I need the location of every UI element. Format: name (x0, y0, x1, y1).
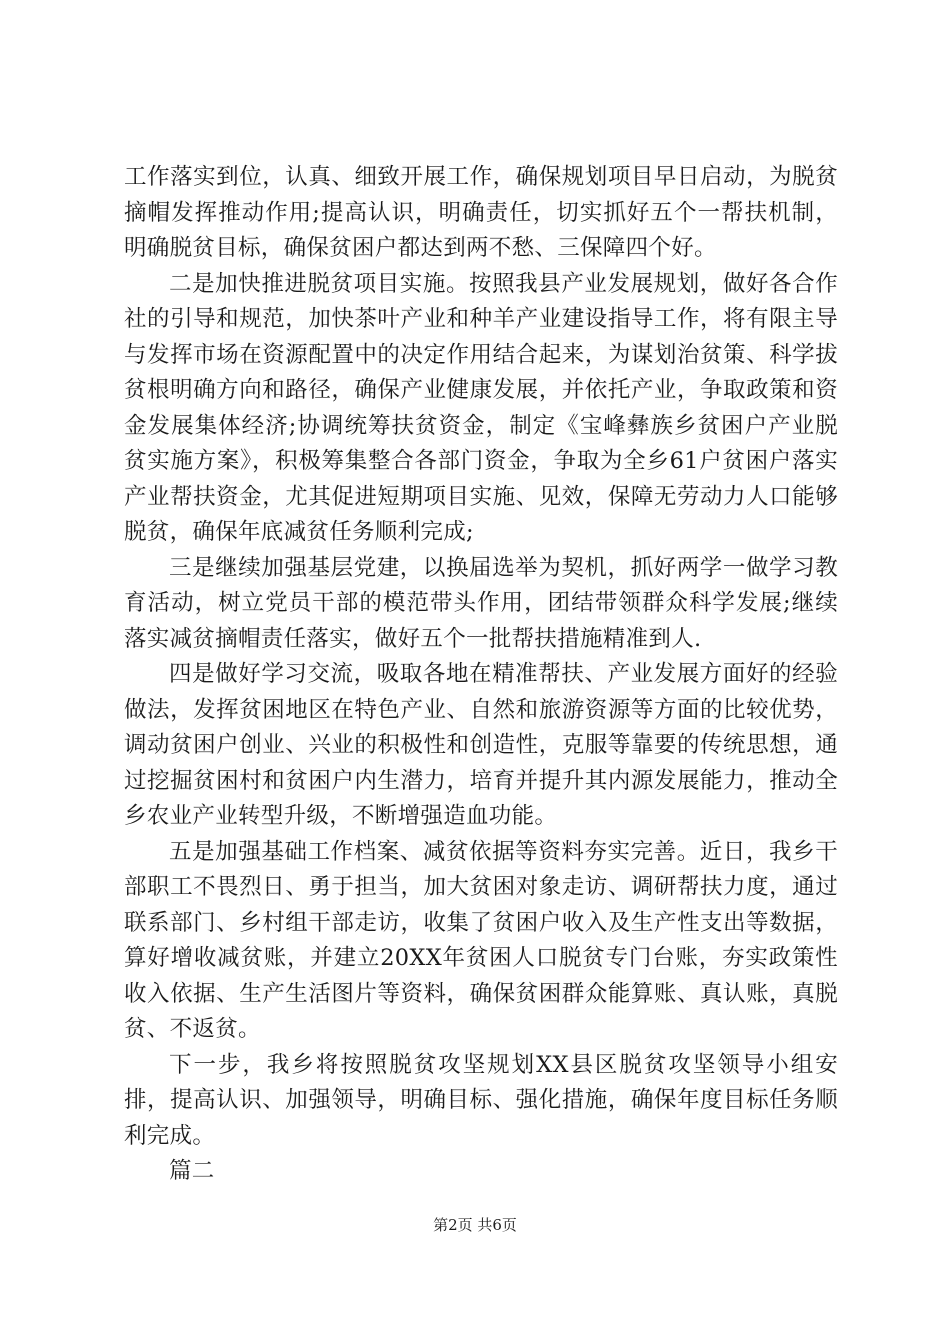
section-heading: 篇二 (169, 1158, 215, 1184)
paragraph: 四是做好学习交流，吸取各地在精准帮扶、产业发展方面好的经验做法，发挥贫困地区在特色产业、自然和旅游资源等方面的比较优势，调动贫困户创业、兴业的积极性和创造性，克服等靠要的传统思想，通过挖掘贫困村和贫困户内生潜力，培育并提升其内源发展能力，推动全乡农业产业转型升级，不断增强造血功能。 (124, 661, 838, 829)
paragraph: 三是继续加强基层党建，以换届选举为契机，抓好两学一做学习教育活动，树立党员干部的模范带头作用，团结带领群众科学发展;继续落实减贫摘帽责任落实，做好五个一批帮扶措施精准到人. (124, 554, 838, 652)
paragraph: 工作落实到位，认真、细致开展工作，确保规划项目早日启动，为脱贫摘帽发挥推动作用;提高认识，明确责任，切实抓好五个一帮扶机制，明确脱贫目标，确保贫困户都达到两不愁、三保障四个好。 (124, 164, 838, 261)
paragraph: 下一步，我乡将按照脱贫攻坚规划XX县区脱贫攻坚领导小组安排，提高认识、加强领导，明确目标、强化措施，确保年度目标任务顺利完成。 (124, 1051, 838, 1149)
document-body (124, 160, 838, 1190)
paragraph: 五是加强基础工作档案、减贫依据等资料夯实完善。近日，我乡干部职工不畏烈日、勇于担当，加大贫困对象走访、调研帮扶力度，通过联系部门、乡村组干部走访，收集了贫困户收入及生产性支出等数据，算好增收减贫账，并建立20XX年贫困人口脱贫专门台账，夯实政策性收入依据、生产生活图片等资料，确保贫困群众能算账、真认账，真脱贫、不返贫。 (124, 838, 838, 1042)
page-number-footer: 第2页 共6页 (433, 1216, 517, 1234)
paragraph: 二是加快推进脱贫项目实施。按照我县产业发展规划，做好各合作社的引导和规范，加快茶叶产业和种羊产业建设指导工作，将有限主导与发挥市场在资源配置中的决定作用结合起来，为谋划治贫策、科学拔贫根明确方向和路径，确保产业健康发展，并依托产业，争取政策和资金发展集体经济;协调统筹扶贫资金，制定《宝峰彝族乡贫困户产业脱贫实施方案》，积极筹集整合各部门资金，争取为全乡61户贫困户落实产业帮扶资金，尤其促进短期项目实施、见效，保障无劳动力人口能够脱贫，确保年底减贫任务顺利完成; (124, 270, 838, 545)
